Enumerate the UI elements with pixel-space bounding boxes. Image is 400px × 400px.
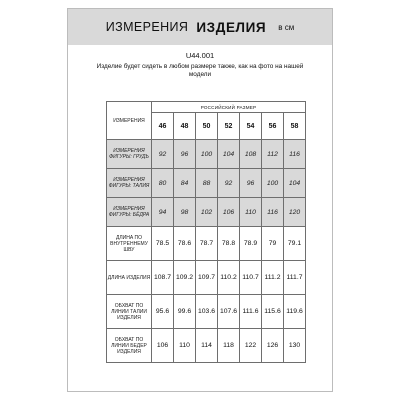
- measurement-row: [107, 329, 306, 363]
- measurement-label: [107, 261, 152, 295]
- measurement-value: 103.6: [196, 295, 218, 329]
- measurement-value: 78.5: [152, 227, 174, 261]
- measurement-label: [107, 198, 152, 227]
- measurement-label-line: ШВУ: [123, 246, 135, 253]
- measurement-row: [107, 169, 306, 198]
- measurement-value: 88: [196, 169, 218, 198]
- measurement-label-line: ОБХВАТ ПО: [114, 302, 144, 309]
- measurement-label-line: ФИГУРЫ: ГРУДЬ: [109, 154, 149, 160]
- measurement-value: 111.2: [262, 261, 284, 295]
- measurement-value: 79.1: [284, 227, 306, 261]
- title-bold: ИЗДЕЛИЯ: [196, 19, 267, 35]
- measurement-label-line: ИЗМЕРЕНИЯ: [113, 177, 145, 183]
- measurement-value: 96: [174, 140, 196, 169]
- title-band: [68, 9, 332, 45]
- size-52-header: 52: [218, 113, 240, 140]
- measurement-label-line: ДЛИНА ИЗДЕЛИЯ: [107, 274, 151, 281]
- measurement-value: 78.8: [218, 227, 240, 261]
- measurement-value: 94: [152, 198, 174, 227]
- measurement-value: 110: [240, 198, 262, 227]
- measurement-label-line: ИЗМЕРЕНИЯ: [113, 206, 145, 212]
- size-table: [106, 101, 306, 363]
- size-46-header: 46: [152, 113, 174, 140]
- title-regular: ИЗМЕРЕНИЯ: [105, 20, 189, 34]
- measurement-value: 100: [262, 169, 284, 198]
- measurement-value: 78.6: [174, 227, 196, 261]
- measurement-label-line: ИЗМЕРЕНИЯ: [113, 148, 145, 154]
- measurement-value: 108: [240, 140, 262, 169]
- measurement-value: 100: [196, 140, 218, 169]
- measurement-label-line: ФИГУРЫ: ТАЛИЯ: [108, 183, 150, 189]
- measurement-value: 130: [284, 329, 306, 363]
- measurement-row: [107, 198, 306, 227]
- measurement-value: 110.2: [218, 261, 240, 295]
- measurement-label: [107, 295, 152, 329]
- measurement-label-line: ЛИНИИ ТАЛИИ: [111, 308, 147, 315]
- size-chart-sheet: [67, 8, 333, 392]
- measurement-value: 79: [262, 227, 284, 261]
- measurement-value: 96: [240, 169, 262, 198]
- measurement-value: 111.7: [284, 261, 306, 295]
- measurement-label: [107, 140, 152, 169]
- measurement-value: 78.7: [196, 227, 218, 261]
- measurement-value: 102: [196, 198, 218, 227]
- measurement-value: 120: [284, 198, 306, 227]
- measurement-value: 110.7: [240, 261, 262, 295]
- size-48-header: 48: [174, 113, 196, 140]
- measurement-value: 109.7: [196, 261, 218, 295]
- corner-label: ИЗМЕРЕНИЯ: [107, 102, 152, 140]
- measurement-value: 104: [284, 169, 306, 198]
- measurement-value: 118: [218, 329, 240, 363]
- size-58-header: 58: [284, 113, 306, 140]
- measurement-value: 116: [284, 140, 306, 169]
- measurement-value: 92: [152, 140, 174, 169]
- measurement-label-line: ДЛИНА ПО: [115, 234, 143, 241]
- measurement-value: 119.6: [284, 295, 306, 329]
- measurement-label: [107, 329, 152, 363]
- measurement-value: 107.6: [218, 295, 240, 329]
- measurement-label-line: ВНУТРЕННЕМУ: [110, 240, 148, 247]
- measurement-row: [107, 140, 306, 169]
- measurement-value: 92: [218, 169, 240, 198]
- size-system-row: [107, 102, 306, 113]
- size-system-label: РОССИЙСКИЙ РАЗМЕР: [152, 102, 306, 113]
- measurement-label: [107, 169, 152, 198]
- measurement-value: 108.7: [152, 261, 174, 295]
- measurement-value: 112: [262, 140, 284, 169]
- size-56-header: 56: [262, 113, 284, 140]
- measurement-value: 106: [218, 198, 240, 227]
- measurement-row: [107, 295, 306, 329]
- measurement-value: 99.6: [174, 295, 196, 329]
- measurement-label-line: ФИГУРЫ: БЁДРА: [108, 212, 150, 218]
- measurement-value: 104: [218, 140, 240, 169]
- measurement-value: 115.6: [262, 295, 284, 329]
- measurement-value: 78.9: [240, 227, 262, 261]
- measurement-row: [107, 261, 306, 295]
- measurement-row: [107, 227, 306, 261]
- measurement-value: 114: [196, 329, 218, 363]
- measurement-value: 122: [240, 329, 262, 363]
- measurement-value: 84: [174, 169, 196, 198]
- measurement-value: 95.6: [152, 295, 174, 329]
- product-code: U44.001: [185, 51, 215, 60]
- measurement-label-line: ЛИНИИ БЕДЕР: [111, 342, 147, 349]
- measurement-value: 126: [262, 329, 284, 363]
- measurement-label-line: ОБХВАТ ПО: [114, 336, 144, 343]
- measurement-value: 80: [152, 169, 174, 198]
- unit-label: в см: [278, 22, 295, 32]
- measurement-value: 98: [174, 198, 196, 227]
- measurement-label-line: ИЗДЕЛИЯ: [117, 314, 141, 321]
- measurement-value: 111.6: [240, 295, 262, 329]
- measurement-value: 110: [174, 329, 196, 363]
- size-54-header: 54: [240, 113, 262, 140]
- measurement-label: [107, 227, 152, 261]
- fit-note: Изделие будет сидеть в любом размере также, как на фото на нашей модели: [96, 63, 304, 78]
- measurement-value: 106: [152, 329, 174, 363]
- size-50-header: 50: [196, 113, 218, 140]
- measurement-label-line: ИЗДЕЛИЯ: [117, 348, 141, 355]
- measurement-value: 116: [262, 198, 284, 227]
- measurement-value: 109.2: [174, 261, 196, 295]
